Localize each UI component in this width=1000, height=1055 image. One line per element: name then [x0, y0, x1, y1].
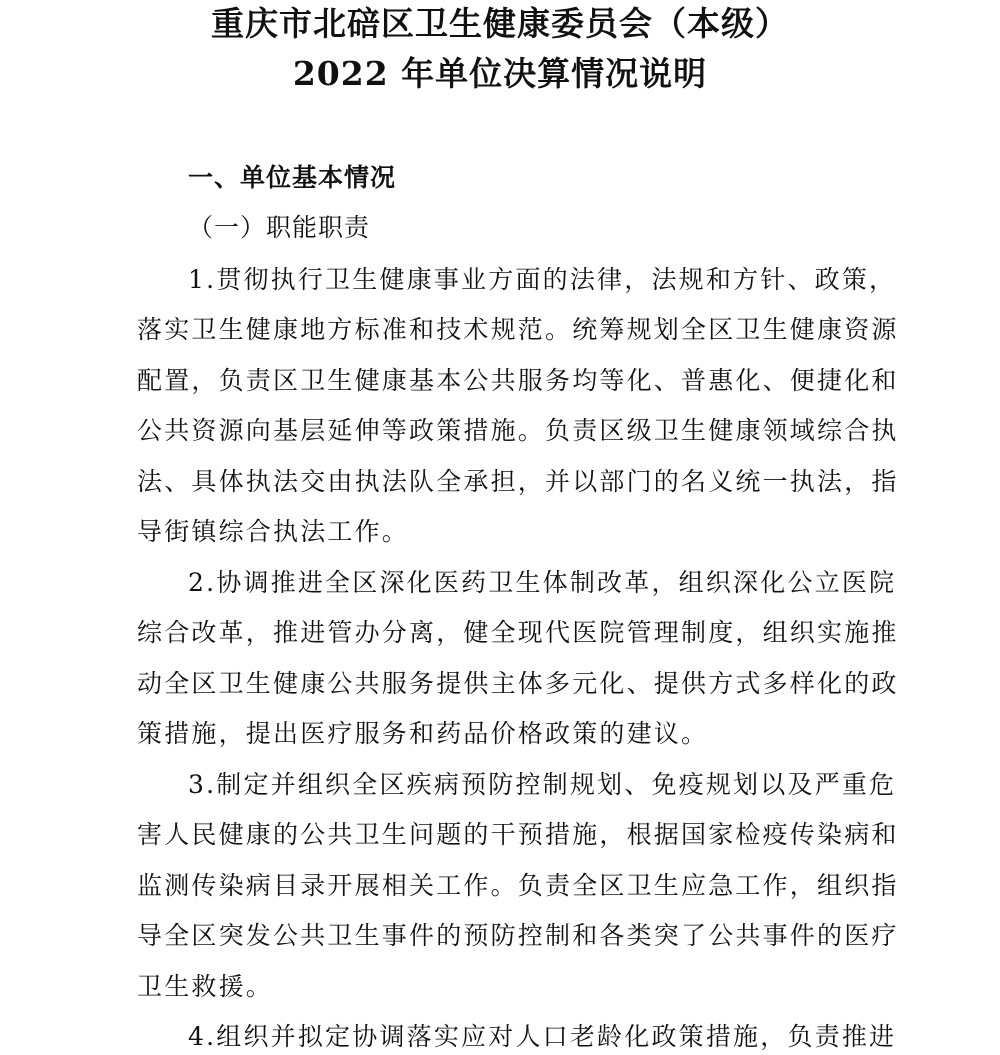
- paragraph-line: 3.制定并组织全区疾病预防控制规划、免疫规划以及严重危: [188, 770, 897, 799]
- paragraph-line: 动全区卫生健康公共服务提供主体多元化、提供方式多样化的政: [137, 669, 899, 698]
- subsection-heading-functions: （一）职能职责: [188, 213, 371, 242]
- paragraph-line: 综合改革，推进管办分离，健全现代医院管理制度，组织实施推: [137, 618, 899, 647]
- document-title-line-2: 2022 年单位决算情况说明: [292, 54, 708, 93]
- paragraph-line: 卫生救援。: [137, 972, 274, 1001]
- paragraph-line: 法、具体执法交由执法队全承担，并以部门的名义统一执法，指: [137, 467, 899, 496]
- section-heading-basic-info: 一、单位基本情况: [188, 163, 397, 192]
- paragraph-line: 监测传染病目录开展相关工作。负责全区卫生应急工作，组织指: [137, 871, 899, 900]
- paragraph-line: 2.协调推进全区深化医药卫生体制改革，组织深化公立医院: [188, 568, 897, 597]
- paragraph-line: 导街镇综合执法工作。: [137, 517, 410, 546]
- paragraph-line: 策措施，提出医疗服务和药品价格政策的建议。: [137, 719, 709, 748]
- paragraph-line: 4.组织并拟定协调落实应对人口老龄化政策措施，负责推进: [188, 1022, 897, 1051]
- paragraph-line: 落实卫生健康地方标准和技术规范。统筹规划全区卫生健康资源: [137, 315, 899, 344]
- document-title-line-1: 重庆市北碚区卫生健康委员会（本级）: [211, 4, 789, 43]
- paragraph-line: 公共资源向基层延伸等政策措施。负责区级卫生健康领域综合执: [137, 416, 899, 445]
- paragraph-line: 1.贯彻执行卫生健康事业方面的法律，法规和方针、政策，: [188, 265, 897, 294]
- paragraph-line: 导全区突发公共卫生事件的预防控制和各类突了公共事件的医疗: [137, 921, 899, 950]
- paragraph-line: 害人民健康的公共卫生问题的干预措施，根据国家检疫传染病和: [137, 820, 899, 849]
- paragraph-line: 配置，负责区卫生健康基本公共服务均等化、普惠化、便捷化和: [137, 366, 899, 395]
